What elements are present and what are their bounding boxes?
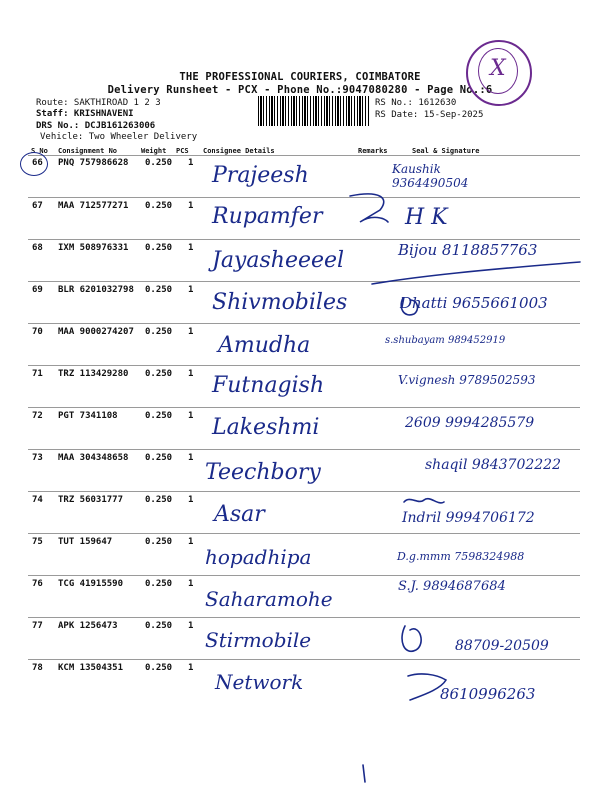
row-pcs: 1 [188,579,194,589]
row-sno: 75 [32,537,43,547]
row-sno: 72 [32,411,43,421]
row-weight: 0.250 [145,369,173,379]
consignee-handwriting: Shivmobiles [212,290,348,315]
consignee-handwriting: Lakeshmi [212,415,320,440]
row-sno: 69 [32,285,43,295]
runsheet-subtitle: Delivery Runsheet - PCX - Phone No.:9047080280 - Page No.:6 [107,84,493,96]
row-pcs: 1 [188,158,194,168]
seal-signature: shaqil 9843702222 [425,457,561,473]
row-pcs: 1 [188,369,194,379]
row-consignment: TRZ 113429280 [58,369,129,379]
row-weight: 0.250 [145,453,173,463]
seal-signature: Indril 9994706172 [402,510,535,526]
row-consignment: PNQ 757986628 [58,158,129,168]
seal-signature: D.g.mmm 7598324988 [397,550,525,563]
col-consignee: Consignee Details [203,147,275,155]
consignee-handwriting: hopadhipa [205,545,312,569]
row-pcs: 1 [188,243,194,253]
row-weight: 0.250 [145,663,173,673]
row-pcs: 1 [188,411,194,421]
row-weight: 0.250 [145,621,173,631]
row-sno: 71 [32,369,43,379]
seal-signature: Bijou 8118857763 [398,241,538,259]
row-weight: 0.250 [145,327,173,337]
row-consignment: BLR 6201032798 [58,285,134,295]
stamp-mark: X [490,56,506,81]
row-consignment: APK 1256473 [58,621,118,631]
seal-signature: Kaushik 9364490504 [392,162,469,190]
seal-signature: 88709-20509 [455,638,549,654]
staff-label: Staff: KRISHNAVENI [36,109,134,119]
row-pcs: 1 [188,621,194,631]
row-sno: 67 [32,201,43,211]
row-sno: 74 [32,495,43,505]
row-sno: 66 [32,158,43,168]
row-consignment: PGT 7341108 [58,411,118,421]
col-remarks: Remarks [358,147,388,155]
row-sno: 77 [32,621,43,631]
strike-line [372,262,580,284]
row-sno: 70 [32,327,43,337]
company-title: THE PROFESSIONAL COURIERS, COIMBATORE [179,71,421,83]
row-pcs: 1 [188,537,194,547]
col-weight: Weight [141,147,167,155]
signature-loop [401,298,417,315]
row-weight: 0.250 [145,495,173,505]
row-weight: 0.250 [145,579,173,589]
row-weight: 0.250 [145,537,173,547]
col-seal: Seal & Signature [412,147,480,155]
row-consignment: MAA 712577271 [58,201,129,211]
rs-number: RS No.: 1612630 [375,98,457,108]
consignee-handwriting: Jayasheeeel [212,248,345,273]
seal-signature: V.vignesh 9789502593 [398,373,536,387]
consignee-handwriting: Futnagish [212,373,325,398]
seal-signature: s.shubayam 989452919 [385,335,506,346]
row-consignment: TRZ 56031777 [58,495,124,505]
pen-mark [363,765,365,782]
seal-signature: H K [405,205,448,230]
drs-label: DRS No.: DCJB161263006 [36,121,156,131]
consignee-handwriting: Amudha [218,333,311,358]
row-weight: 0.250 [145,411,173,421]
arrow-scribble [350,194,388,222]
row-sno: 73 [32,453,43,463]
row-weight: 0.250 [145,285,173,295]
seal-signature: S.J. 9894687684 [398,579,506,594]
signature-loop [402,626,421,651]
row-weight: 0.250 [145,158,173,168]
row-consignment: IXM 508976331 [58,243,129,253]
col-sno: S No [31,147,48,155]
row-pcs: 1 [188,453,194,463]
signature-loop [408,674,446,700]
row-consignment: TCG 41915590 [58,579,124,589]
consignee-handwriting: Prajeesh [212,163,309,188]
consignee-handwriting: Asar [214,502,265,527]
consignee-handwriting: Stirmobile [205,628,312,652]
row-weight: 0.250 [145,201,173,211]
row-weight: 0.250 [145,243,173,253]
row-consignment: KCM 13504351 [58,663,124,673]
row-pcs: 1 [188,327,194,337]
seal-signature: Dhatti 9655661003 [400,294,548,312]
col-consignment: Consignment No [58,147,118,155]
row-consignment: TUT 159647 [58,537,113,547]
row-pcs: 1 [188,495,194,505]
rs-date: RS Date: 15-Sep-2025 [375,110,484,120]
row-sno: 78 [32,663,43,673]
consignee-handwriting: Rupamfer [212,204,323,229]
row-sno: 68 [32,243,43,253]
row-pcs: 1 [188,663,194,673]
consignee-handwriting: Network [215,670,304,694]
col-pcs: PCS [176,147,189,155]
consignee-handwriting: Teechbory [205,460,321,485]
vehicle-label: Vehicle: Two Wheeler Delivery [40,132,198,142]
signature-stroke [404,499,444,503]
row-pcs: 1 [188,285,194,295]
row-consignment: MAA 304348658 [58,453,129,463]
route-label: Route: SAKTHIROAD 1 2 3 [36,98,161,108]
seal-signature: 8610996263 [440,685,536,703]
row-consignment: MAA 9000274207 [58,327,134,337]
consignee-handwriting: Saharamohe [205,587,333,611]
seal-signature: 2609 9994285579 [405,415,535,431]
row-pcs: 1 [188,201,194,211]
row-sno: 76 [32,579,43,589]
